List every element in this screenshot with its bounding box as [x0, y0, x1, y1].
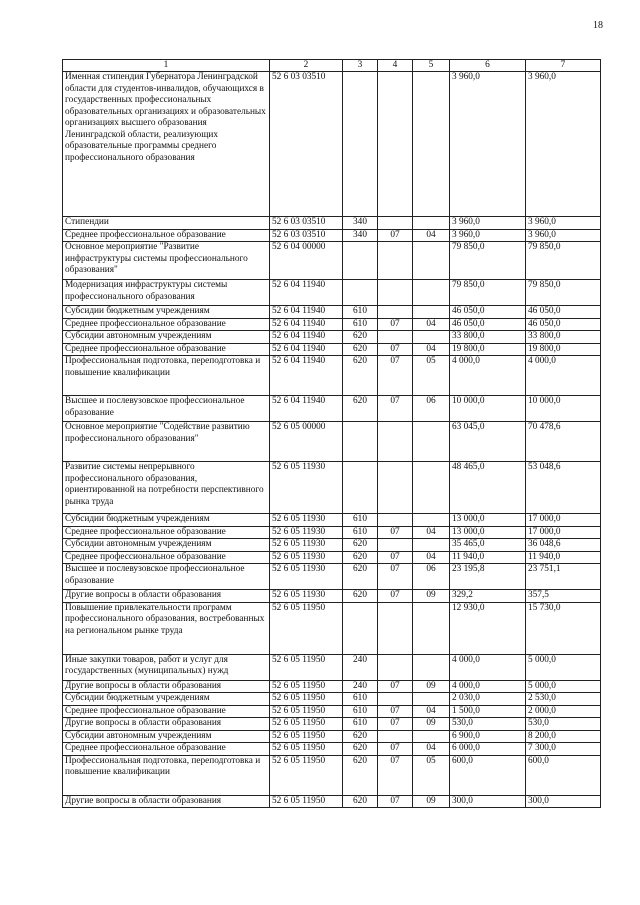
cell-amount-year-2: 3 960,0	[526, 229, 601, 242]
cell-code: 52 6 04 11940	[270, 396, 343, 422]
cell-expense-type: 340	[343, 229, 378, 242]
cell-section	[378, 539, 413, 552]
cell-subsection	[413, 306, 450, 319]
table-body	[63, 72, 601, 808]
cell-expense-type	[343, 422, 378, 462]
header-col-2: 2	[270, 60, 343, 72]
cell-subsection: 09	[413, 590, 450, 603]
cell-amount-year-1: 63 045,0	[450, 422, 526, 462]
cell-amount-year-2: 10 000,0	[526, 396, 601, 422]
table-row	[63, 343, 601, 356]
cell-name: Среднее профессиональное образование	[63, 526, 270, 539]
cell-code: 52 6 05 11950	[270, 795, 343, 808]
table-row	[63, 526, 601, 539]
cell-subsection: 05	[413, 755, 450, 795]
cell-expense-type: 610	[343, 318, 378, 331]
cell-code: 52 6 05 11930	[270, 564, 343, 590]
cell-amount-year-2: 19 800,0	[526, 343, 601, 356]
cell-amount-year-1: 530,0	[450, 718, 526, 731]
cell-amount-year-1: 3 960,0	[450, 72, 526, 217]
cell-amount-year-1: 6 000,0	[450, 743, 526, 756]
cell-subsection	[413, 462, 450, 514]
cell-code: 52 6 05 11930	[270, 526, 343, 539]
cell-code: 52 6 04 11940	[270, 318, 343, 331]
cell-name: Субсидии автономным учреждениям	[63, 730, 270, 743]
table-row	[63, 217, 601, 230]
cell-section: 07	[378, 705, 413, 718]
cell-expense-type	[343, 72, 378, 217]
cell-section: 07	[378, 755, 413, 795]
header-row	[63, 60, 601, 72]
budget-table	[62, 59, 601, 808]
cell-amount-year-1: 79 850,0	[450, 242, 526, 280]
cell-name: Среднее профессиональное образование	[63, 551, 270, 564]
table-row	[63, 72, 601, 217]
cell-amount-year-2: 8 200,0	[526, 730, 601, 743]
cell-amount-year-2: 2 530,0	[526, 693, 601, 706]
table-row	[63, 730, 601, 743]
cell-code: 52 6 05 11950	[270, 718, 343, 731]
cell-expense-type	[343, 280, 378, 306]
cell-subsection: 09	[413, 718, 450, 731]
cell-code: 52 6 05 11950	[270, 705, 343, 718]
cell-section: 07	[378, 743, 413, 756]
table-row	[63, 514, 601, 527]
header-col-3: 3	[343, 60, 378, 72]
cell-expense-type: 620	[343, 730, 378, 743]
cell-section: 07	[378, 356, 413, 396]
cell-name: Субсидии бюджетным учреждениям	[63, 693, 270, 706]
cell-amount-year-2: 600,0	[526, 755, 601, 795]
cell-amount-year-2: 5 000,0	[526, 680, 601, 693]
cell-amount-year-1: 10 000,0	[450, 396, 526, 422]
cell-subsection: 04	[413, 343, 450, 356]
cell-code: 52 6 05 00000	[270, 422, 343, 462]
cell-section: 07	[378, 718, 413, 731]
table-row	[63, 422, 601, 462]
cell-subsection: 04	[413, 705, 450, 718]
cell-name: Повышение привлекательности программ профессионального образования, востребованных на региональном рынке труда	[63, 602, 270, 654]
cell-section: 07	[378, 680, 413, 693]
cell-section	[378, 422, 413, 462]
cell-amount-year-2: 5 000,0	[526, 654, 601, 680]
cell-amount-year-1: 33 800,0	[450, 331, 526, 344]
table-row	[63, 306, 601, 319]
cell-expense-type: 620	[343, 356, 378, 396]
cell-amount-year-2: 300,0	[526, 795, 601, 808]
cell-name: Другие вопросы в области образования	[63, 680, 270, 693]
cell-subsection	[413, 217, 450, 230]
cell-name: Высшее и послевузовское профессиональное образование	[63, 396, 270, 422]
cell-name: Среднее профессиональное образование	[63, 743, 270, 756]
cell-section	[378, 730, 413, 743]
header-col-5: 5	[413, 60, 450, 72]
cell-amount-year-1: 19 800,0	[450, 343, 526, 356]
cell-expense-type: 620	[343, 564, 378, 590]
cell-amount-year-2: 530,0	[526, 718, 601, 731]
cell-name: Субсидии бюджетным учреждениям	[63, 514, 270, 527]
cell-section	[378, 280, 413, 306]
cell-subsection	[413, 654, 450, 680]
cell-expense-type: 610	[343, 306, 378, 319]
cell-name: Высшее и послевузовское профессиональное образование	[63, 564, 270, 590]
cell-code: 52 6 05 11930	[270, 590, 343, 603]
cell-amount-year-2: 53 048,6	[526, 462, 601, 514]
cell-code: 52 6 04 11940	[270, 331, 343, 344]
cell-amount-year-1: 46 050,0	[450, 318, 526, 331]
cell-expense-type: 620	[343, 539, 378, 552]
cell-code: 52 6 05 11950	[270, 730, 343, 743]
cell-name: Среднее профессиональное образование	[63, 343, 270, 356]
cell-section	[378, 654, 413, 680]
cell-section: 07	[378, 564, 413, 590]
cell-amount-year-1: 35 465,0	[450, 539, 526, 552]
cell-expense-type: 620	[343, 331, 378, 344]
cell-code: 52 6 05 11930	[270, 551, 343, 564]
cell-section: 07	[378, 590, 413, 603]
cell-subsection: 06	[413, 396, 450, 422]
cell-code: 52 6 05 11950	[270, 693, 343, 706]
cell-amount-year-2: 15 730,0	[526, 602, 601, 654]
cell-amount-year-2: 79 850,0	[526, 242, 601, 280]
table-row	[63, 242, 601, 280]
table-row	[63, 680, 601, 693]
cell-code: 52 6 03 03510	[270, 229, 343, 242]
cell-name: Основное мероприятие "Развитие инфраструктуры системы профессионального образования"	[63, 242, 270, 280]
cell-section	[378, 602, 413, 654]
cell-expense-type	[343, 462, 378, 514]
table-row	[63, 356, 601, 396]
cell-name: Другие вопросы в области образования	[63, 718, 270, 731]
cell-code: 52 6 04 11940	[270, 280, 343, 306]
cell-name: Стипендии	[63, 217, 270, 230]
cell-amount-year-2: 46 050,0	[526, 306, 601, 319]
cell-expense-type: 620	[343, 795, 378, 808]
cell-section	[378, 693, 413, 706]
cell-expense-type	[343, 242, 378, 280]
cell-amount-year-2: 70 478,6	[526, 422, 601, 462]
cell-name: Профессиональная подготовка, переподготовка и повышение квалификации	[63, 356, 270, 396]
cell-amount-year-1: 79 850,0	[450, 280, 526, 306]
cell-code: 52 6 05 11950	[270, 680, 343, 693]
table-row	[63, 462, 601, 514]
cell-section	[378, 72, 413, 217]
cell-amount-year-1: 3 960,0	[450, 229, 526, 242]
table-row	[63, 539, 601, 552]
cell-expense-type: 620	[343, 551, 378, 564]
cell-amount-year-1: 23 195,8	[450, 564, 526, 590]
cell-amount-year-2: 3 960,0	[526, 217, 601, 230]
cell-amount-year-2: 23 751,1	[526, 564, 601, 590]
cell-amount-year-1: 4 000,0	[450, 654, 526, 680]
cell-name: Другие вопросы в области образования	[63, 795, 270, 808]
cell-code: 52 6 03 03510	[270, 72, 343, 217]
cell-subsection: 04	[413, 551, 450, 564]
cell-name: Иные закупки товаров, работ и услуг для государственных (муниципальных) нужд	[63, 654, 270, 680]
header-col-4: 4	[378, 60, 413, 72]
cell-amount-year-2: 17 000,0	[526, 526, 601, 539]
table-row	[63, 590, 601, 603]
cell-section: 07	[378, 229, 413, 242]
cell-amount-year-1: 600,0	[450, 755, 526, 795]
cell-section	[378, 217, 413, 230]
cell-code: 52 6 05 11950	[270, 654, 343, 680]
cell-code: 52 6 04 11940	[270, 356, 343, 396]
table-row	[63, 654, 601, 680]
cell-expense-type	[343, 602, 378, 654]
cell-code: 52 6 05 11950	[270, 743, 343, 756]
cell-name: Развитие системы непрерывного профессионального образования, ориентированной на потребности перспективного рынка труда	[63, 462, 270, 514]
cell-subsection	[413, 422, 450, 462]
cell-amount-year-1: 12 930,0	[450, 602, 526, 654]
cell-amount-year-2: 4 000,0	[526, 356, 601, 396]
cell-code: 52 6 05 11930	[270, 462, 343, 514]
cell-amount-year-2: 357,5	[526, 590, 601, 603]
cell-amount-year-1: 13 000,0	[450, 514, 526, 527]
cell-code: 52 6 04 11940	[270, 306, 343, 319]
cell-section	[378, 331, 413, 344]
cell-expense-type: 610	[343, 718, 378, 731]
table-row	[63, 718, 601, 731]
table-row	[63, 551, 601, 564]
table-row	[63, 755, 601, 795]
cell-section: 07	[378, 318, 413, 331]
cell-subsection	[413, 602, 450, 654]
cell-subsection	[413, 280, 450, 306]
cell-expense-type: 620	[343, 743, 378, 756]
cell-section: 07	[378, 795, 413, 808]
cell-expense-type: 620	[343, 396, 378, 422]
cell-amount-year-1: 2 030,0	[450, 693, 526, 706]
cell-subsection: 09	[413, 795, 450, 808]
cell-name: Основное мероприятие "Содействие развитию профессионального образования"	[63, 422, 270, 462]
table-row	[63, 564, 601, 590]
cell-section: 07	[378, 526, 413, 539]
table-row	[63, 705, 601, 718]
cell-expense-type: 340	[343, 217, 378, 230]
cell-amount-year-1: 48 465,0	[450, 462, 526, 514]
cell-amount-year-1: 13 000,0	[450, 526, 526, 539]
cell-code: 52 6 04 11940	[270, 343, 343, 356]
cell-name: Именная стипендия Губернатора Ленинградской области для студентов-инвалидов, обучающихся в государственных профессиональных образовательных организациях и образовательных организациях высшего образования Ленинградской области, реализующих образовательные программы среднего профессионального образования	[63, 72, 270, 217]
table-row	[63, 743, 601, 756]
cell-section	[378, 306, 413, 319]
cell-amount-year-1: 46 050,0	[450, 306, 526, 319]
cell-subsection: 04	[413, 318, 450, 331]
cell-subsection	[413, 693, 450, 706]
table-row	[63, 693, 601, 706]
cell-subsection	[413, 72, 450, 217]
cell-name: Среднее профессиональное образование	[63, 229, 270, 242]
cell-expense-type: 620	[343, 590, 378, 603]
cell-expense-type: 240	[343, 654, 378, 680]
cell-code: 52 6 04 00000	[270, 242, 343, 280]
cell-amount-year-2: 7 300,0	[526, 743, 601, 756]
cell-name: Модернизация инфраструктуры системы профессионального образования	[63, 280, 270, 306]
cell-amount-year-2: 36 048,6	[526, 539, 601, 552]
cell-subsection	[413, 514, 450, 527]
cell-section: 07	[378, 396, 413, 422]
cell-subsection	[413, 539, 450, 552]
cell-amount-year-1: 11 940,0	[450, 551, 526, 564]
cell-name: Другие вопросы в области образования	[63, 590, 270, 603]
cell-name: Субсидии бюджетным учреждениям	[63, 306, 270, 319]
table-row	[63, 331, 601, 344]
cell-section	[378, 242, 413, 280]
cell-name: Среднее профессиональное образование	[63, 318, 270, 331]
cell-amount-year-2: 79 850,0	[526, 280, 601, 306]
table-row	[63, 229, 601, 242]
cell-name: Профессиональная подготовка, переподготовка и повышение квалификации	[63, 755, 270, 795]
cell-code: 52 6 05 11950	[270, 755, 343, 795]
cell-subsection: 09	[413, 680, 450, 693]
cell-expense-type: 620	[343, 755, 378, 795]
cell-code: 52 6 05 11950	[270, 602, 343, 654]
page-number: 18	[593, 20, 603, 31]
table-row	[63, 318, 601, 331]
cell-subsection	[413, 331, 450, 344]
cell-amount-year-1: 3 960,0	[450, 217, 526, 230]
header-col-7: 7	[526, 60, 601, 72]
cell-amount-year-2: 2 000,0	[526, 705, 601, 718]
cell-amount-year-2: 33 800,0	[526, 331, 601, 344]
cell-subsection: 06	[413, 564, 450, 590]
cell-section: 07	[378, 551, 413, 564]
cell-code: 52 6 03 03510	[270, 217, 343, 230]
header-col-6: 6	[450, 60, 526, 72]
cell-subsection: 04	[413, 526, 450, 539]
cell-amount-year-1: 4 000,0	[450, 356, 526, 396]
cell-expense-type: 610	[343, 526, 378, 539]
cell-amount-year-1: 1 500,0	[450, 705, 526, 718]
cell-code: 52 6 05 11930	[270, 539, 343, 552]
cell-amount-year-1: 300,0	[450, 795, 526, 808]
cell-expense-type: 240	[343, 680, 378, 693]
cell-expense-type: 620	[343, 343, 378, 356]
cell-name: Среднее профессиональное образование	[63, 705, 270, 718]
cell-section: 07	[378, 343, 413, 356]
cell-expense-type: 610	[343, 514, 378, 527]
cell-name: Субсидии автономным учреждениям	[63, 331, 270, 344]
cell-amount-year-2: 46 050,0	[526, 318, 601, 331]
cell-subsection	[413, 730, 450, 743]
cell-expense-type: 610	[343, 705, 378, 718]
table-row	[63, 396, 601, 422]
cell-amount-year-2: 17 000,0	[526, 514, 601, 527]
cell-subsection: 04	[413, 229, 450, 242]
table-row	[63, 795, 601, 808]
cell-amount-year-1: 6 900,0	[450, 730, 526, 743]
cell-subsection	[413, 242, 450, 280]
table-row	[63, 280, 601, 306]
cell-amount-year-1: 4 000,0	[450, 680, 526, 693]
cell-subsection: 05	[413, 356, 450, 396]
cell-amount-year-2: 3 960,0	[526, 72, 601, 217]
cell-amount-year-2: 11 940,0	[526, 551, 601, 564]
cell-section	[378, 462, 413, 514]
cell-subsection: 04	[413, 743, 450, 756]
cell-code: 52 6 05 11930	[270, 514, 343, 527]
cell-amount-year-1: 329,2	[450, 590, 526, 603]
cell-expense-type: 610	[343, 693, 378, 706]
table-row	[63, 602, 601, 654]
cell-name: Субсидии автономным учреждениям	[63, 539, 270, 552]
cell-section	[378, 514, 413, 527]
header-col-1: 1	[63, 60, 270, 72]
